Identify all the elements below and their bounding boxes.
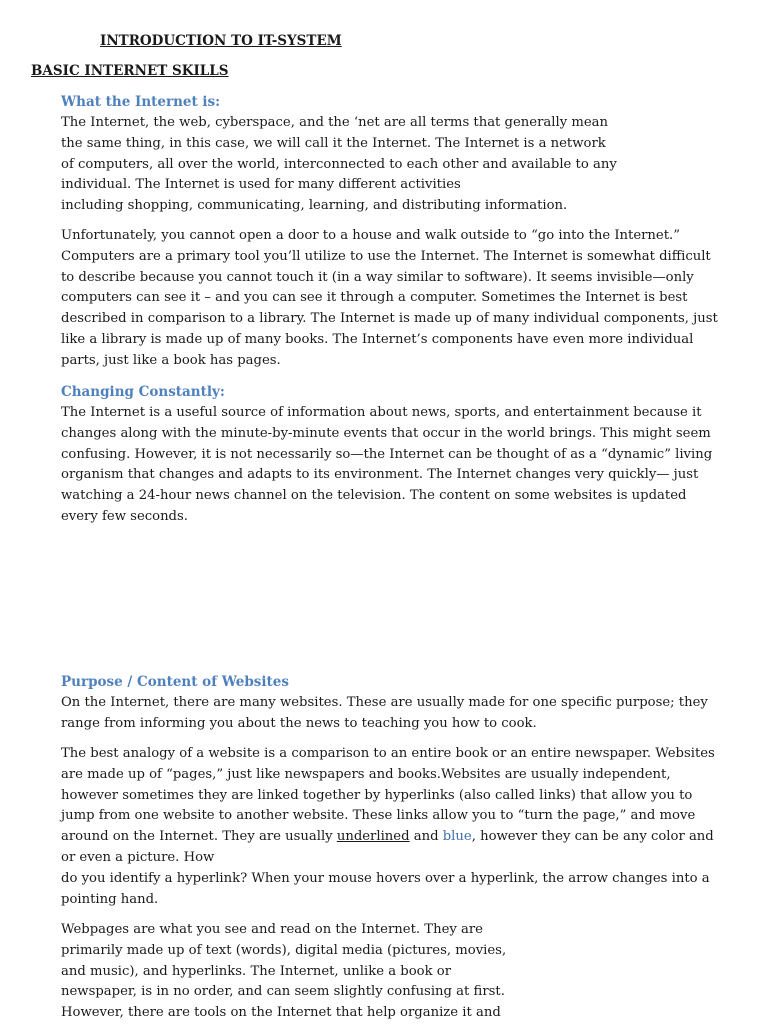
text-line: however sometimes they are linked together by hyperlinks (also called links) that allow you to	[61, 787, 693, 803]
text-line: computers can see it – and you can see it through a computer. Sometimes the Internet is best	[61, 290, 688, 306]
paragraph-purpose	[61, 693, 721, 735]
section-changing-constantly	[61, 382, 721, 528]
text-line: parts, just like a book has pages.	[61, 352, 281, 368]
text-line: jump from one website to another website. These links allow you to “turn the page,” and move	[61, 808, 696, 824]
section-heading-purpose: Purpose / Content of Websites	[61, 674, 289, 690]
text-line: individual. The Internet is used for many different activities	[61, 177, 461, 193]
text-line: every few seconds.	[61, 508, 188, 524]
text-line: watching a 24-hour news channel on the television. The content on some websites is updated	[61, 488, 687, 504]
text-line: to describe because you cannot touch it (in a way similar to software). It seems invisible—only	[61, 269, 694, 285]
text-line: described in comparison to a library. The Internet is made up of many individual components, just	[61, 311, 718, 327]
paragraph-website-analogy	[61, 744, 721, 910]
text-line: The Internet, the web, cyberspace, and the ‘net are all terms that generally mean	[61, 115, 608, 130]
text-line: Unfortunately, you cannot open a door to a house and walk outside to “go into the Internet.”	[61, 228, 680, 243]
section-what-internet-is-continued	[61, 226, 721, 372]
text-line: pointing hand.	[61, 891, 159, 907]
text-line: of computers, all over the world, interconnected to each other and available to any	[61, 156, 617, 172]
section-website-analogy	[61, 744, 721, 910]
text-line: are made up of “pages,” just like newspapers and books.Websites are usually independent,	[61, 766, 671, 782]
paragraph-library-analogy	[61, 226, 721, 372]
paragraph-definition	[61, 113, 721, 217]
text-line: changes along with the minute-by-minute events that occur in the world brings. This might seem	[61, 425, 711, 441]
section-heading-what-is: What the Internet is:	[61, 94, 221, 110]
text-run: , however they can be any color and	[471, 829, 714, 845]
text-line: primarily made up of text (words), digital media (pictures, movies,	[61, 942, 507, 958]
text-line: and music), and hyperlinks. The Internet, unlike a book or	[61, 963, 452, 979]
paragraph-changing	[61, 403, 721, 528]
text-line: The Internet is a useful source of information about news, sports, and entertainment because it	[61, 405, 702, 420]
text-line: Webpages are what you see and read on the Internet. They are	[61, 922, 483, 937]
text-line-with-styles	[61, 827, 721, 848]
paragraph-webpages	[61, 920, 721, 1024]
text-line: confusing. However, it is not necessarily so—the Internet can be thought of as a “dynamic” living	[61, 446, 713, 462]
document-subtitle: BASIC INTERNET SKILLS	[31, 63, 229, 79]
text-line: The best analogy of a website is a comparison to an entire book or an entire newspaper. Websites	[61, 746, 715, 761]
text-line: like a library is made up of many books. The Internet’s components have even more individual	[61, 331, 694, 347]
section-what-internet-is	[61, 92, 721, 217]
section-purpose-content	[61, 672, 721, 735]
section-heading-changing: Changing Constantly:	[61, 384, 225, 400]
text-line: On the Internet, there are many websites. These are usually made for one specific purpose; they	[61, 695, 708, 710]
text-line: range from informing you about the news to teaching you how to cook.	[61, 715, 537, 731]
blue-word: blue	[442, 829, 472, 845]
text-run: around on the Internet. They are usually	[61, 829, 337, 845]
text-line: organism that changes and adapts to its environment. The Internet changes very quickly— just	[61, 467, 699, 483]
text-line: However, there are tools on the Internet that help organize it and	[61, 1005, 501, 1021]
text-run: and	[409, 829, 443, 845]
section-webpages	[61, 920, 721, 1024]
underlined-word: underlined	[336, 829, 410, 845]
text-line: Computers are a primary tool you’ll utilize to use the Internet. The Internet is somewhat difficult	[61, 248, 711, 264]
text-line: including shopping, communicating, learning, and distributing information.	[61, 198, 568, 214]
text-line: the same thing, in this case, we will call it the Internet. The Internet is a network	[61, 135, 606, 151]
text-line: do you identify a hyperlink? When your mouse hovers over a hyperlink, the arrow changes into a	[61, 870, 710, 886]
text-line: newspaper, is in no order, and can seem slightly confusing at first.	[61, 984, 505, 1000]
text-line: or even a picture. How	[61, 849, 215, 865]
document-title: INTRODUCTION TO IT-SYSTEM	[100, 33, 342, 49]
